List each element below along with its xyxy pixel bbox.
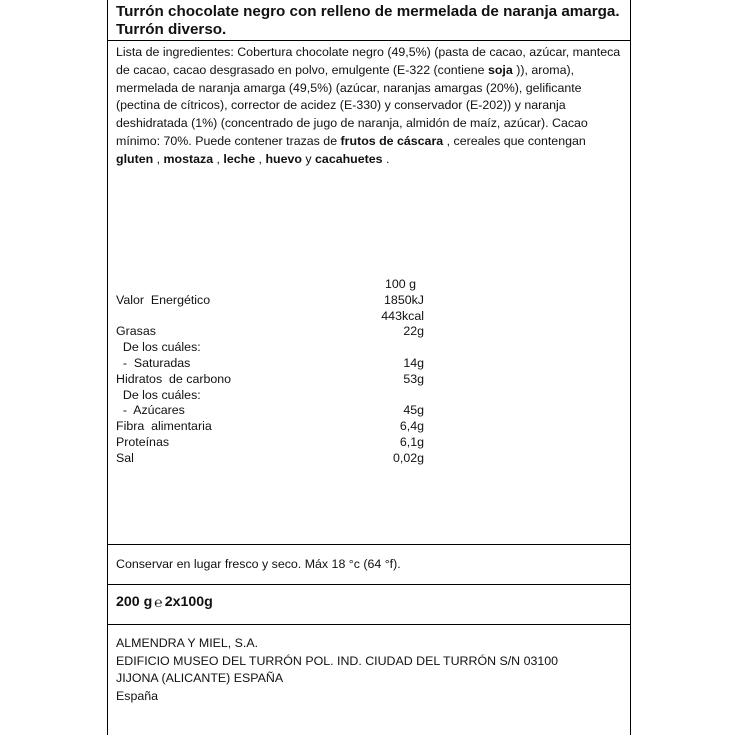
allergen-mostaza: mostaza	[163, 151, 214, 166]
product-title: Turrón chocolate negro con relleno de mermelada de naranja amarga. Turrón diverso.	[116, 3, 620, 38]
nutrient-value: 45g	[403, 403, 424, 418]
company-info	[116, 635, 558, 705]
net-weight-value: 200 g	[116, 594, 153, 610]
allergen-frutos-cascara: frutos de cáscara	[340, 133, 444, 148]
nutrient-value: 14g	[403, 355, 424, 370]
ingredients-text-4: ,	[153, 151, 164, 166]
allergen-huevo: huevo	[265, 151, 302, 166]
nutrition-row	[116, 419, 436, 435]
nutrient-value: 0,02g	[392, 450, 424, 465]
nutrient-value: 6,4g	[399, 419, 424, 434]
ingredients-text-7: y	[301, 151, 316, 166]
company-divider	[108, 624, 630, 625]
nutrition-row	[116, 309, 436, 325]
allergen-soja: soja	[487, 62, 513, 77]
nutrition-per-label: 100 g	[384, 277, 416, 291]
nutrient-label: Fibra alimentaria	[116, 419, 212, 434]
nutrient-label: Valor Energético	[116, 292, 211, 307]
nutrient-value: 6,1g	[399, 434, 424, 449]
nutrient-label: - Azúcares	[116, 403, 185, 418]
nutrition-row	[116, 293, 436, 309]
company-country: España	[116, 688, 159, 703]
storage-divider	[108, 544, 630, 545]
nutrient-value: 443kcal	[381, 308, 424, 323]
nutrition-row	[116, 340, 436, 356]
company-name: ALMENDRA Y MIEL, S.A.	[116, 636, 259, 650]
label-sheet	[107, 0, 631, 735]
nutrition-row	[116, 356, 436, 372]
nutrition-row	[116, 451, 436, 467]
ingredients-list	[116, 44, 622, 169]
company-address-line-2: JIJONA (ALICANTE) ESPAÑA	[116, 671, 284, 686]
estimated-e-mark-icon: ℮	[154, 594, 163, 610]
ingredients-text-3: , cereales que contengan	[443, 133, 586, 148]
ingredients-text-8: .	[382, 151, 390, 166]
ingredients-text-1: Lista de ingredientes: Cobertura chocolate negro (49,5%) (pasta de cacao, azúcar, manteca de cacao, cacao desgrasado en polvo, emulgente (E-322 (contiene	[116, 45, 621, 77]
title-divider	[108, 40, 630, 41]
allergen-gluten: gluten	[116, 151, 154, 166]
nutrient-label: Hidratos de carbono	[116, 371, 232, 386]
ingredients-text-2: )), aroma), mermelada de naranja amarga (49,5%) (azúcar, naranjas amargas (20%), gelificante (pectina de cítricos), corrector de acidez (E-330) y conservador (E-202)) y naranja deshidratada (1%) (concentrado de jugo de naranja, almidón de maíz, azúcar). Cacao mínimo: 70%. Puede contener trazas de	[116, 62, 588, 148]
nutrition-row	[116, 324, 436, 340]
nutrition-row	[116, 403, 436, 419]
nutrient-label: Proteínas	[116, 434, 170, 449]
pack-composition: 2x100g	[164, 594, 213, 610]
nutrient-value: 1850kJ	[384, 292, 424, 307]
nutrient-label: De los cuáles:	[116, 340, 201, 355]
net-weight	[116, 594, 213, 610]
weight-divider	[108, 584, 630, 585]
company-address-line-1: EDIFICIO MUSEO DEL TURRÓN POL. IND. CIUDAD DEL TURRÓN S/N 03100	[116, 653, 559, 668]
storage-instructions: Conservar en lugar fresco y seco. Máx 18 °c (64 °f).	[116, 557, 401, 571]
nutrient-label: Sal	[116, 450, 134, 465]
allergen-leche: leche	[223, 151, 256, 166]
nutrient-label: Grasas	[116, 324, 156, 339]
nutrition-table	[116, 277, 436, 467]
nutrient-value: 53g	[403, 371, 424, 386]
nutrition-row	[116, 435, 436, 451]
nutrition-header-row	[116, 277, 436, 293]
nutrient-label: - Saturadas	[116, 355, 191, 370]
ingredients-text-5: ,	[213, 151, 224, 166]
ingredients-text-6: ,	[255, 151, 266, 166]
nutrient-label: De los cuáles:	[116, 387, 201, 402]
nutrition-row	[116, 372, 436, 388]
nutrient-value: 22g	[403, 324, 424, 339]
allergen-cacahuetes: cacahuetes	[315, 151, 383, 166]
nutrition-row	[116, 388, 436, 404]
